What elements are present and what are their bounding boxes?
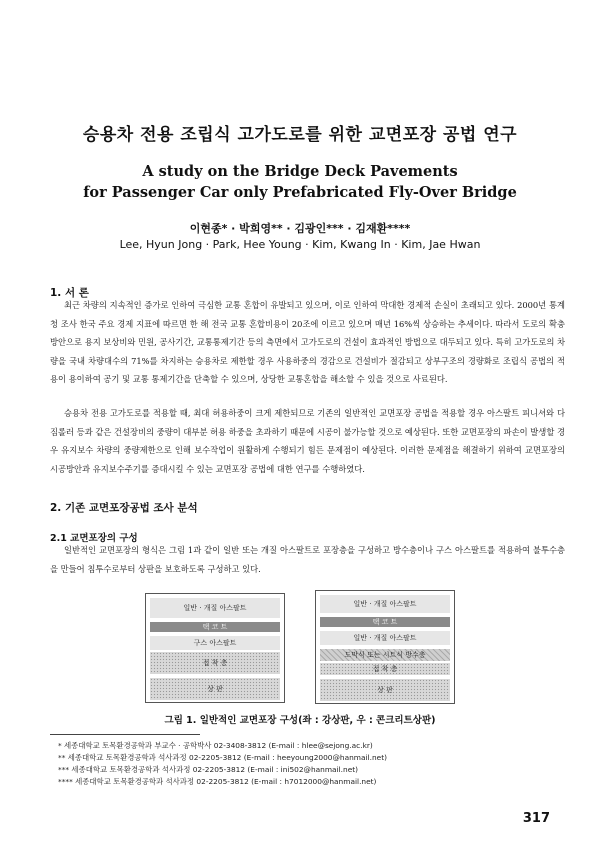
layer-adhesive: 접 착 층 [150,652,280,674]
layer-adhesive: 접 착 층 [320,663,450,675]
footnote-divider [50,734,200,735]
footnote-author1: * 세종대학교 토목환경공학과 부교수 · 공학박사 02-3408-3812 (E-mail : hlee@sejong.ac.kr) [58,741,373,750]
layer-asphalt-2: 일반 · 개질 아스팔트 [320,631,450,645]
layer-deck-plate: 상 판 [150,678,280,700]
figure1-concrete-deck-diagram [315,590,455,704]
layer-waterproofing: 도막식 또는 시트식 방수층 [320,649,450,661]
section1-paragraph1: 최근 차량의 지속적인 증가로 인하여 극심한 교통 혼합이 유발되고 있으며, 이로 인하여 막대한 경제적 손실이 초래되고 있다. 2000년 통계청 조사 한국 주요 경제 지표에 따르면 한 해 전국 교통 혼합비용이 20조에 이르고 있으며 매년 16%씩 상승하는 추세이다. 따라서 도로의 확충 방안으로 용지 보상비와 민원, 공사기간, 교통통제기간 등의 측면에서 고가도로의 건설이 효과적인 방법으로 대두되고 있다. 특히 고가도로의 차량을 국내 차량대수의 71%를 차지하는 승용차로 제한할 경우 사용하중의 경감으로 건설비가 절감되고 상부구조의 경량화로 조립식 공법의 적용이 용이하여 공기 및 교통 통제기간을 단축할 수 있으며, 상당한 교통혼합을 해소할 수 있을 것으로 사료된다. [50,300,565,385]
section2-1-heading: 2.1 교면포장의 구성 [50,533,138,544]
layer-asphalt: 일반 · 개질 아스팔트 [320,595,450,613]
section2-1-paragraph: 일반적인 교면포장의 형식은 그림 1과 같이 일반 또는 개질 아스팔트로 포장층을 구성하고 방수층이나 구스 아스팔트를 적용하여 불투수층을 만들어 침투수로부터 상판을 보호하도록 구성하고 있다. [50,545,565,574]
layer-guss-asphalt: 구스 아스팔트 [150,636,280,650]
footnote-author4: **** 세종대학교 토목환경공학과 석사과정 02-2205-3812 (E-mail : h7012000@hanmail.net) [58,777,377,786]
section1-heading: 1. 서 론 [50,287,89,299]
layer-tack-coat: 택 코 트 [150,622,280,632]
figure1-steel-deck-diagram [145,593,285,703]
layer-deck-slab: 상 판 [320,679,450,701]
authors-korean: 이현종* · 박희영** · 김광인*** · 김재환**** [189,222,411,235]
section1-paragraph2: 승용차 전용 고가도로를 적용할 때, 최대 허용하중이 크게 제한되므로 기존의 일반적인 교면포장 공법을 적용할 경우 아스팔트 피니셔와 다짐롤러 등과 같은 건설장비의 중량이 대부분 허용 하중을 초과하기 때문에 시공이 불가능할 것으로 예상된다. 또한 교면포장의 파손이 발생할 경우 유지보수 차량의 중량제한으로 인해 보수작업이 원활하게 수행되기 힘든 문제점이 예상된다. 이러한 문제점을 해결하기 위하여 교면포장의 시공방안과 유지보수주기를 증대시킬 수 있는 교면포장 공법에 대한 연구를 수행하였다. [50,408,565,474]
footnote-author2: ** 세종대학교 토목환경공학과 석사과정 02-2205-3812 (E-mail : heeyoung2000@hanmail.net) [58,753,387,762]
layer-tack-coat: 택 코 트 [320,617,450,627]
figure1-caption: 그림 1. 일반적인 교면포장 구성(좌 : 강상판, 우 : 콘크리트상판) [164,715,436,726]
paper-title-english-line1: A study on the Bridge Deck Pavements [142,163,458,180]
footnote-author3: *** 세종대학교 토목환경공학과 석사과정 02-2205-3812 (E-mail : ini502@hanmail.net) [58,765,359,774]
section2-heading: 2. 기존 교면포장공법 조사 분석 [50,502,198,514]
paper-title-english-line2: for Passenger Car only Prefabricated Fly-Over Bridge [83,184,517,201]
authors-english: Lee, Hyun Jong · Park, Hee Young · Kim, Kwang In · Kim, Jae Hwan [119,238,481,251]
layer-asphalt: 일반 · 개질 아스팔트 [150,598,280,618]
paper-title-korean: 승용차 전용 조립식 고가도로를 위한 교면포장 공법 연구 [82,125,518,145]
page-number: 317 [522,811,550,826]
